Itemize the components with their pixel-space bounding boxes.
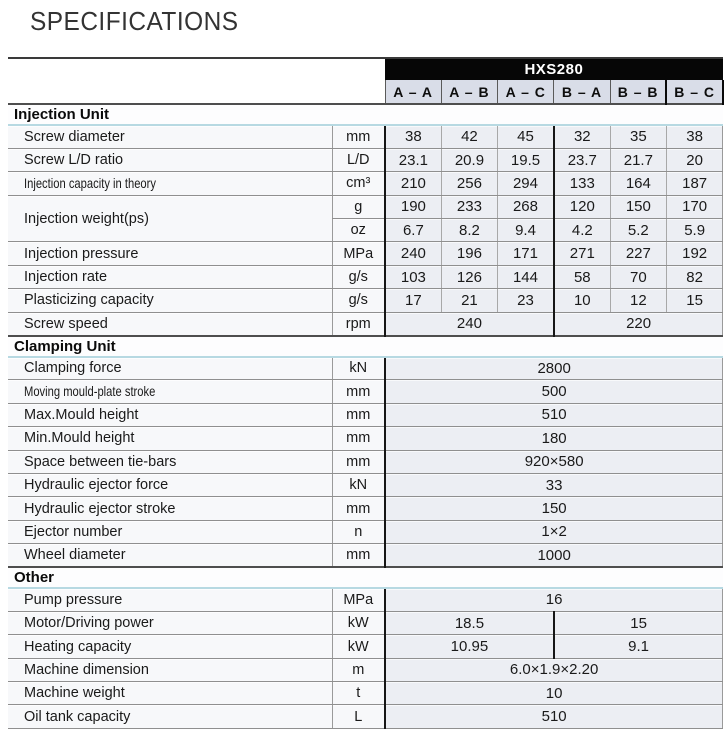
- value-cell-full: 150: [385, 497, 723, 520]
- value-cell-full: 500: [385, 380, 723, 403]
- value-cell-full: 2800: [385, 357, 723, 380]
- value-cell: 5.9: [666, 219, 722, 242]
- unit-cell: g: [332, 195, 385, 218]
- unit-cell: mm: [332, 125, 385, 148]
- column-header: B – C: [666, 80, 722, 104]
- unit-cell: mm: [332, 403, 385, 426]
- column-header: A – B: [441, 80, 497, 104]
- value-cell: 271: [554, 242, 610, 265]
- value-cell-full: 180: [385, 427, 723, 450]
- value-cell-full: 1×2: [385, 520, 723, 543]
- table-row: [8, 427, 723, 450]
- table-row: [8, 705, 723, 728]
- param-name: Min.Mould height: [8, 427, 332, 450]
- param-name: Hydraulic ejector force: [8, 473, 332, 496]
- column-header: A – C: [498, 80, 554, 104]
- value-cell: 38: [385, 125, 441, 148]
- param-name: Oil tank capacity: [8, 705, 332, 728]
- table-row: [8, 544, 723, 567]
- model-name: HXS280: [385, 58, 723, 80]
- unit-cell: MPa: [332, 588, 385, 611]
- unit-cell: mm: [332, 544, 385, 567]
- table-row: [8, 357, 723, 380]
- value-cell: 294: [498, 172, 554, 195]
- value-cell-full: 33: [385, 473, 723, 496]
- unit-cell: kN: [332, 357, 385, 380]
- value-cell-group-a: 18.5: [385, 611, 554, 634]
- unit-cell: kW: [332, 635, 385, 658]
- value-cell-full: 16: [385, 588, 723, 611]
- value-cell: 8.2: [441, 219, 497, 242]
- value-cell: 32: [554, 125, 610, 148]
- value-cell: 170: [666, 195, 722, 218]
- unit-cell: mm: [332, 380, 385, 403]
- value-cell-group-a: 240: [385, 312, 554, 335]
- value-cell: 126: [441, 265, 497, 288]
- param-name: Injection weight(ps): [8, 195, 332, 242]
- value-cell: 256: [441, 172, 497, 195]
- table-row: [8, 497, 723, 520]
- column-header: A – A: [385, 80, 441, 104]
- param-name: Ejector number: [8, 520, 332, 543]
- table-row: [8, 148, 723, 171]
- value-cell: 164: [610, 172, 666, 195]
- section-header-clamping-unit: [8, 336, 723, 357]
- param-name: Screw diameter: [8, 125, 332, 148]
- column-header: B – A: [554, 80, 610, 104]
- value-cell: 17: [385, 289, 441, 312]
- unit-cell: kN: [332, 473, 385, 496]
- value-cell: 35: [610, 125, 666, 148]
- value-cell: 23.1: [385, 148, 441, 171]
- value-cell: 187: [666, 172, 722, 195]
- value-cell: 171: [498, 242, 554, 265]
- unit-cell: mm: [332, 497, 385, 520]
- section-title: Clamping Unit: [8, 336, 723, 357]
- unit-cell: rpm: [332, 312, 385, 335]
- value-cell-full: 1000: [385, 544, 723, 567]
- param-name: Injection rate: [8, 265, 332, 288]
- param-name: Screw speed: [8, 312, 332, 335]
- param-name-label: Moving mould-plate stroke: [24, 383, 156, 400]
- table-row: [8, 611, 723, 634]
- section-title: Other: [8, 567, 723, 588]
- unit-cell: oz: [332, 219, 385, 242]
- unit-cell: cm³: [332, 172, 385, 195]
- param-name: Wheel diameter: [8, 544, 332, 567]
- table-row: [8, 195, 723, 218]
- param-name: Clamping force: [8, 357, 332, 380]
- unit-cell: g/s: [332, 289, 385, 312]
- table-row: [8, 635, 723, 658]
- table-row: [8, 403, 723, 426]
- param-name: Space between tie-bars: [8, 450, 332, 473]
- table-row: [8, 172, 723, 195]
- value-cell: 9.4: [498, 219, 554, 242]
- value-cell: 227: [610, 242, 666, 265]
- value-cell-group-b: 9.1: [554, 635, 723, 658]
- unit-cell: mm: [332, 450, 385, 473]
- unit-cell: mm: [332, 427, 385, 450]
- value-cell: 45: [498, 125, 554, 148]
- param-name: Screw L/D ratio: [8, 148, 332, 171]
- value-cell: 144: [498, 265, 554, 288]
- value-cell: 12: [610, 289, 666, 312]
- table-row: [8, 658, 723, 681]
- unit-cell: g/s: [332, 265, 385, 288]
- value-cell: 58: [554, 265, 610, 288]
- table-row: [8, 265, 723, 288]
- unit-cell: m: [332, 658, 385, 681]
- table-row: [8, 242, 723, 265]
- value-cell-full: 10: [385, 682, 723, 705]
- param-name: Pump pressure: [8, 588, 332, 611]
- value-cell: 103: [385, 265, 441, 288]
- value-cell: 10: [554, 289, 610, 312]
- column-header: B – B: [610, 80, 666, 104]
- value-cell: 6.7: [385, 219, 441, 242]
- value-cell: 192: [666, 242, 722, 265]
- value-cell: 196: [441, 242, 497, 265]
- param-name: Heating capacity: [8, 635, 332, 658]
- value-cell-full: 510: [385, 705, 723, 728]
- unit-cell: kW: [332, 611, 385, 634]
- section-header-injection-unit: [8, 104, 723, 125]
- value-cell: 70: [610, 265, 666, 288]
- param-name: Hydraulic ejector stroke: [8, 497, 332, 520]
- unit-cell: t: [332, 682, 385, 705]
- table-row: [8, 520, 723, 543]
- specifications-table: [8, 57, 724, 729]
- value-cell: 150: [610, 195, 666, 218]
- value-cell: 15: [666, 289, 722, 312]
- table-row: [8, 289, 723, 312]
- header-spacer: [8, 80, 385, 104]
- value-cell: 20: [666, 148, 722, 171]
- value-cell: 21: [441, 289, 497, 312]
- value-cell: 233: [441, 195, 497, 218]
- param-name: Injection pressure: [8, 242, 332, 265]
- section-header-other: [8, 567, 723, 588]
- model-header-row: [8, 58, 723, 80]
- column-header-row: [8, 80, 723, 104]
- table-row: [8, 450, 723, 473]
- value-cell-full: 920×580: [385, 450, 723, 473]
- table-row: [8, 312, 723, 335]
- value-cell: 210: [385, 172, 441, 195]
- unit-cell: MPa: [332, 242, 385, 265]
- param-name: Plasticizing capacity: [8, 289, 332, 312]
- value-cell: 120: [554, 195, 610, 218]
- table-row: [8, 380, 723, 403]
- value-cell: 5.2: [610, 219, 666, 242]
- unit-cell: n: [332, 520, 385, 543]
- param-name: [8, 172, 332, 195]
- param-name: Machine dimension: [8, 658, 332, 681]
- page-title: SPECIFICATIONS: [30, 6, 239, 36]
- value-cell: 42: [441, 125, 497, 148]
- value-cell-full: 510: [385, 403, 723, 426]
- table-row: [8, 125, 723, 148]
- table-row: [8, 473, 723, 496]
- section-title: Injection Unit: [8, 104, 723, 125]
- header-spacer: [8, 58, 385, 80]
- unit-cell: L/D: [332, 148, 385, 171]
- value-cell: 23.7: [554, 148, 610, 171]
- param-name: Max.Mould height: [8, 403, 332, 426]
- value-cell: 190: [385, 195, 441, 218]
- value-cell: 82: [666, 265, 722, 288]
- value-cell-full: 6.0×1.9×2.20: [385, 658, 723, 681]
- unit-cell: L: [332, 705, 385, 728]
- value-cell: 38: [666, 125, 722, 148]
- param-name-label: Injection capacity in theory: [24, 174, 156, 191]
- value-cell: 133: [554, 172, 610, 195]
- value-cell: 23: [498, 289, 554, 312]
- value-cell: 19.5: [498, 148, 554, 171]
- param-name: Machine weight: [8, 682, 332, 705]
- value-cell-group-b: 15: [554, 611, 723, 634]
- value-cell: 21.7: [610, 148, 666, 171]
- value-cell: 4.2: [554, 219, 610, 242]
- value-cell: 240: [385, 242, 441, 265]
- value-cell-group-b: 220: [554, 312, 723, 335]
- value-cell: 20.9: [441, 148, 497, 171]
- param-name: [8, 380, 332, 403]
- table-row: [8, 588, 723, 611]
- param-name: Motor/Driving power: [8, 611, 332, 634]
- value-cell: 268: [498, 195, 554, 218]
- table-row: [8, 682, 723, 705]
- value-cell-group-a: 10.95: [385, 635, 554, 658]
